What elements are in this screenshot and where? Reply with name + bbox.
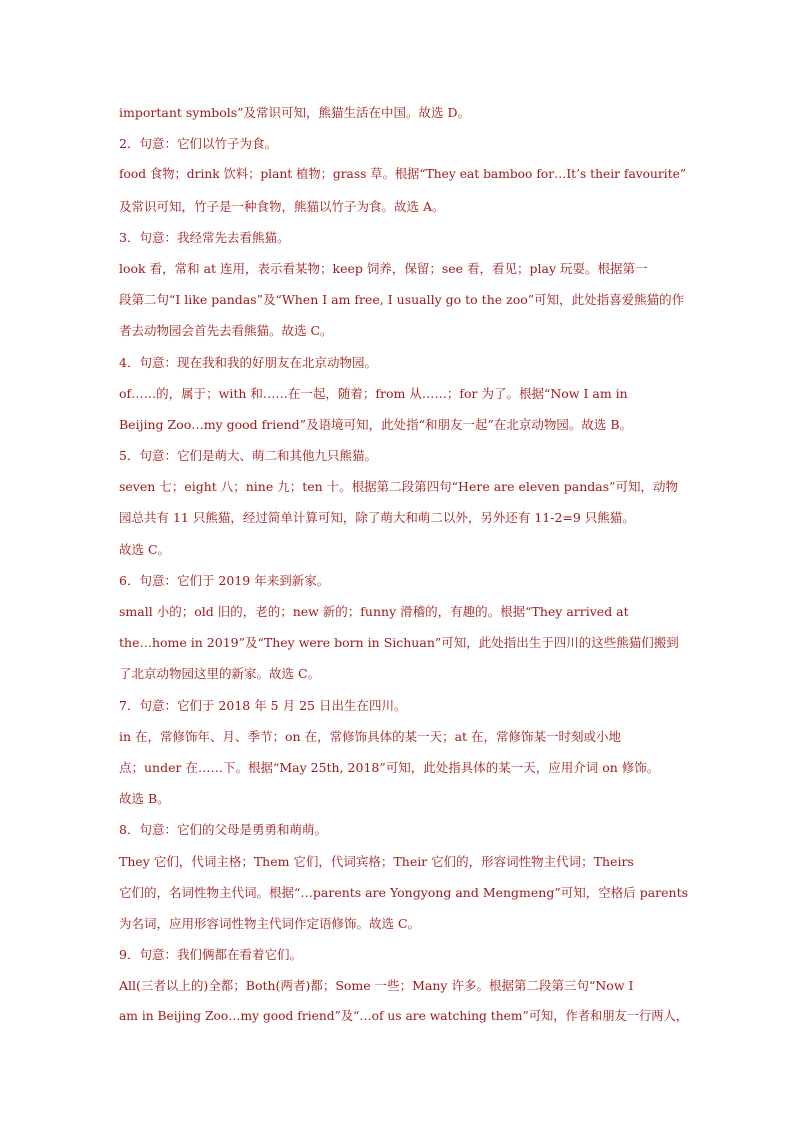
text-line: 点；under 在……下。根据“May 25th, 2018”可知，此处指具体的某一天，应用介词 on 修饰。 — [119, 759, 660, 775]
text-line: Beijing Zoo…my good friend”及语境可知，此处指“和朋友一起”在北京动物园。故选 B。 — [119, 416, 633, 432]
text-line: They 它们，代词主格；Them 它们，代词宾格；Their 它们的，形容词性物主代词；Theirs — [119, 853, 634, 869]
text-line: in 在，常修饰年、月、季节；on 在，常修饰具体的某一天；at 在，常修饰某一时刻或小地 — [119, 728, 622, 744]
text-line: 为名词，应用形容词性物主代词作定语修饰。故选 C。 — [119, 915, 421, 931]
question-line: 7．句意：它们于 2018 年 5 月 25 日出生在四川。 — [119, 697, 407, 713]
text-line: All(三者以上的)全都；Both(两者)都；Some 一些；Many 许多。根据第二段第三句“Now I — [119, 978, 634, 994]
text-line: food 食物；drink 饮料；plant 植物；grass 草。根据“They eat bamboo for…It’s their favourite” — [119, 167, 687, 182]
text-line: small 小的；old 旧的，老的；new 新的；funny 滑稽的，有趣的。根据“They arrived at — [119, 604, 629, 619]
question-line: 9．句意：我们俩都在看着它们。 — [119, 947, 302, 963]
text-line: of……的，属于；with 和……在一起，随着；from 从……；for 为了。根据“Now I am in — [119, 385, 628, 401]
text-line: seven 七；eight 八；nine 九；ten 十。根据第二段第四句“Here are eleven pandas”可知，动物 — [119, 479, 679, 495]
text-line: 故选 B。 — [119, 791, 170, 807]
text-line: 段第二句“I like pandas”及“When I am free, I usually go to the zoo”可知，此处指喜爱熊猫的作 — [119, 292, 685, 308]
answer-explanations — [119, 97, 689, 1033]
text-line: important symbols”及常识可知，熊猫生活在中国。故选 D。 — [119, 105, 471, 120]
text-line: 及常识可知，竹子是一种食物，熊猫以竹子为食。故选 A。 — [119, 198, 445, 214]
text-line: 者去动物园会首先去看熊猫。故选 C。 — [119, 323, 333, 339]
question-line: 6．句意：它们于 2019 年来到新家。 — [119, 572, 330, 588]
text-line: am in Beijing Zoo…my good friend”及“…of us are watching them”可知，作者和朋友一行两人， — [119, 1009, 688, 1024]
question-line: 5．句意：它们是萌大、萌二和其他九只熊猫。 — [119, 448, 377, 464]
text-line: 故选 C。 — [119, 541, 171, 557]
text-line: look 看，常和 at 连用，表示看某物；keep 饲养，保留；see 看，看见；play 玩耍。根据第一 — [119, 260, 648, 276]
text-line: the…home in 2019”及“They were born in Sichuan”可知，此处指出生于四川的这些熊猫们搬到 — [119, 635, 679, 651]
question-line: 4．句意：现在我和我的好朋友在北京动物园。 — [119, 354, 377, 370]
text-line: 它们的，名词性物主代词。根据“…parents are Yongyong and Mengmeng”可知，空格后 parents — [119, 884, 689, 900]
question-line: 2．句意：它们以竹子为食。 — [119, 136, 277, 152]
text-line: 了北京动物园这里的新家。故选 C。 — [119, 666, 321, 682]
question-line: 8．句意：它们的父母是勇勇和萌萌。 — [119, 822, 327, 838]
text-line: 园总共有 11 只熊猫，经过简单计算可知，除了萌大和萌二以外，另外还有 11-2=9 只熊猫。 — [119, 510, 635, 526]
question-line: 3．句意：我经常先去看熊猫。 — [119, 229, 290, 245]
